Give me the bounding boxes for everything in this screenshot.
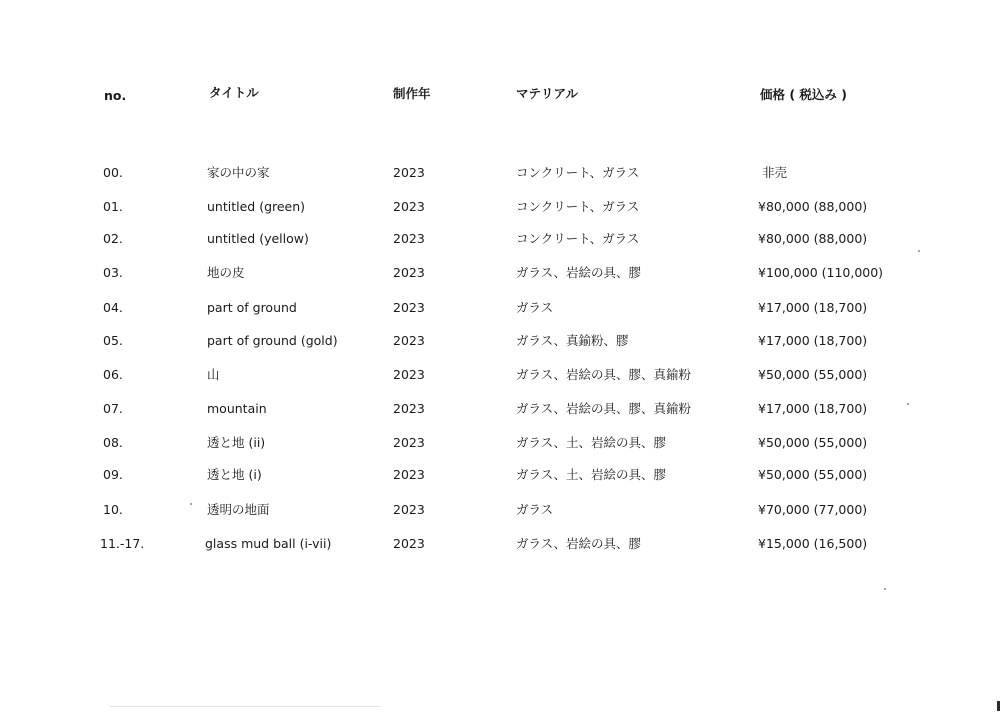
row-year: 2023 [393, 265, 425, 280]
row-material: ガラス [516, 300, 554, 315]
row-title: 透と地 (ii) [207, 435, 266, 450]
row-year: 2023 [393, 502, 425, 517]
row-year: 2023 [393, 435, 425, 450]
row-title: 透明の地面 [207, 502, 270, 517]
row-price: ¥15,000 (16,500) [758, 536, 868, 551]
row-price: ¥17,000 (18,700) [758, 300, 868, 315]
row-material: ガラス、土、岩絵の具、膠 [516, 467, 667, 482]
row-price: ¥70,000 (77,000) [758, 502, 868, 517]
row-price: ¥50,000 (55,000) [758, 435, 868, 450]
header-year: 制作年 [393, 86, 431, 101]
header-material: マテリアル [516, 86, 579, 101]
row-year: 2023 [393, 401, 425, 416]
row-no: 00. [103, 165, 123, 180]
row-material: コンクリート、ガラス [516, 165, 640, 180]
scan-speck [907, 403, 909, 405]
row-material: ガラス、真鍮粉、膠 [516, 333, 629, 348]
row-material: ガラス、岩絵の具、膠、真鍮粉 [516, 401, 692, 416]
row-material: コンクリート、ガラス [516, 199, 640, 214]
row-title: untitled (green) [207, 199, 306, 214]
row-no: 01. [103, 199, 123, 214]
scan-speck [190, 503, 192, 505]
row-material: ガラス [516, 502, 554, 517]
row-no: 04. [103, 300, 123, 315]
row-year: 2023 [393, 536, 425, 551]
row-price: ¥100,000 (110,000) [758, 265, 884, 280]
row-title: mountain [207, 401, 267, 416]
row-title: 家の中の家 [207, 165, 270, 180]
row-year: 2023 [393, 467, 425, 482]
row-price: ¥17,000 (18,700) [758, 401, 868, 416]
row-price: ¥50,000 (55,000) [758, 467, 868, 482]
row-title: 透と地 (i) [207, 467, 262, 482]
row-material: ガラス、岩絵の具、膠、真鍮粉 [516, 367, 692, 382]
row-year: 2023 [393, 333, 425, 348]
row-price: ¥80,000 (88,000) [758, 231, 868, 246]
header-no: no. [104, 88, 127, 103]
row-title: glass mud ball (i-vii) [205, 536, 332, 551]
row-title: part of ground (gold) [207, 333, 338, 348]
row-year: 2023 [393, 231, 425, 246]
row-no: 02. [103, 231, 123, 246]
row-material: ガラス、岩絵の具、膠 [516, 265, 642, 280]
row-no: 03. [103, 265, 123, 280]
scan-edge-line [110, 706, 380, 707]
row-material: コンクリート、ガラス [516, 231, 640, 246]
row-title: 地の皮 [207, 265, 245, 280]
row-no: 05. [103, 333, 123, 348]
row-price: 非売 [762, 165, 788, 180]
row-title: untitled (yellow) [207, 231, 309, 246]
row-year: 2023 [393, 199, 425, 214]
row-title: 山 [207, 367, 220, 382]
row-price: ¥17,000 (18,700) [758, 333, 868, 348]
row-no: 08. [103, 435, 123, 450]
row-no: 09. [103, 467, 123, 482]
scan-speck [918, 250, 920, 252]
header-title: タイトル [209, 85, 259, 100]
row-year: 2023 [393, 300, 425, 315]
row-year: 2023 [393, 367, 425, 382]
row-no: 06. [103, 367, 123, 382]
row-material: ガラス、土、岩絵の具、膠 [516, 435, 667, 450]
row-no: 11.-17. [100, 536, 145, 551]
header-price: 価格 ( 税込み ) [760, 87, 847, 102]
row-no: 07. [103, 401, 123, 416]
row-material: ガラス、岩絵の具、膠 [516, 536, 642, 551]
row-no: 10. [103, 502, 123, 517]
row-price: ¥50,000 (55,000) [758, 367, 868, 382]
row-title: part of ground [207, 300, 297, 315]
row-price: ¥80,000 (88,000) [758, 199, 868, 214]
row-year: 2023 [393, 165, 425, 180]
scan-speck [884, 588, 886, 590]
